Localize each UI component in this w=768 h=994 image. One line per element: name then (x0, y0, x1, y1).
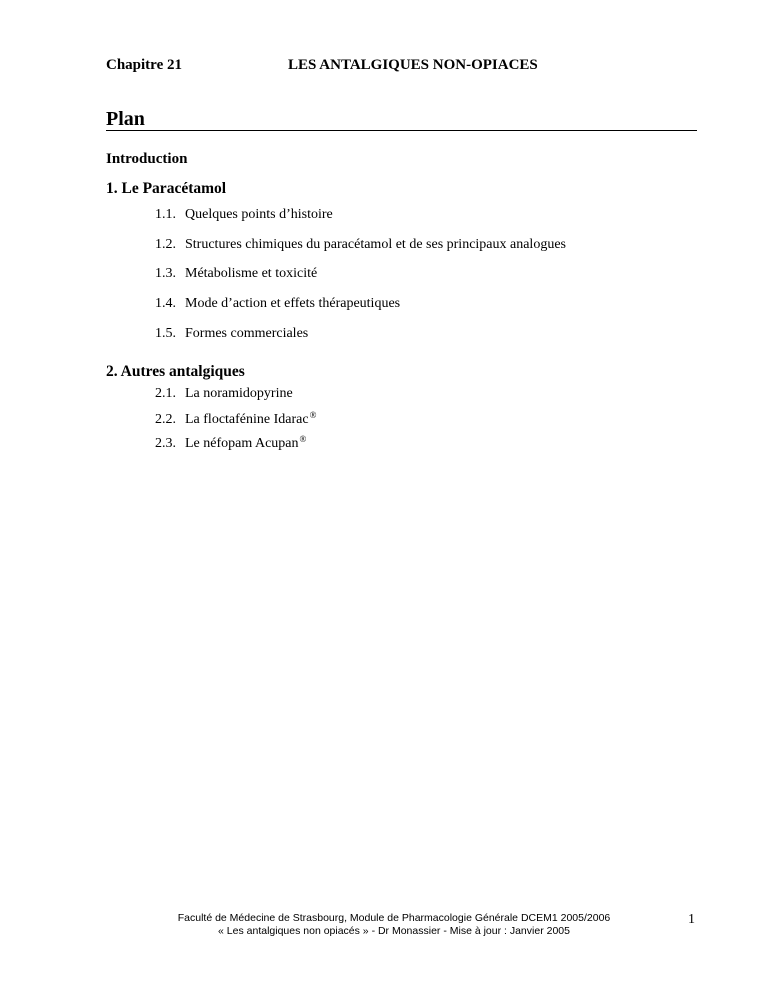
outline-item (155, 207, 333, 223)
outline-item-number: 1.1. (155, 207, 176, 222)
section-title-paracetamol: 1. Le Paracétamol (106, 180, 227, 197)
outline-item-number: 1.5. (155, 326, 176, 341)
outline-item (155, 237, 566, 253)
outline-item-number: 1.4. (155, 296, 176, 311)
chapter-title: LES ANTALGIQUES NON-OPIACES (288, 57, 538, 73)
outline-item-number: 2.3. (155, 436, 176, 451)
outline-item-text: Formes commerciales (185, 326, 309, 341)
outline-item-number: 2.2. (155, 412, 176, 427)
outline-item (155, 410, 316, 428)
outline-item-text: Mode d’action et effets thérapeutiques (185, 296, 401, 311)
section-title-autres-antalgiques: 2. Autres antalgiques (106, 363, 245, 380)
outline-item (155, 386, 293, 402)
registered-mark: ® (309, 410, 317, 420)
outline-item-text: La noramidopyrine (185, 386, 293, 401)
outline-item-number: 2.1. (155, 386, 176, 401)
outline-item-text: Structures chimiques du paracétamol et de ses principaux analogues (185, 237, 566, 252)
footer-line: « Les antalgiques non opiacés » - Dr Monassier - Mise à jour : Janvier 2005 (218, 925, 570, 937)
introduction-heading: Introduction (106, 151, 188, 167)
outline-item-number: 1.2. (155, 237, 176, 252)
outline-item (155, 296, 400, 312)
outline-item-text: Le néfopam Acupan (185, 436, 299, 451)
outline-item-text: La floctafénine Idarac (185, 412, 309, 427)
plan-heading: Plan (106, 108, 145, 130)
outline-item (155, 434, 306, 452)
outline-item (155, 326, 308, 342)
plan-divider (106, 130, 697, 131)
footer-line: Faculté de Médecine de Strasbourg, Module de Pharmacologie Générale DCEM1 2005/2006 (177, 912, 611, 924)
page-footer (174, 912, 614, 938)
outline-item-text: Métabolisme et toxicité (185, 266, 318, 281)
chapter-label: Chapitre 21 (106, 57, 182, 73)
outline-item (155, 266, 317, 282)
registered-mark: ® (299, 434, 307, 444)
outline-item-text: Quelques points d’histoire (185, 207, 333, 222)
page-number: 1 (688, 912, 695, 927)
outline-item-number: 1.3. (155, 266, 176, 281)
